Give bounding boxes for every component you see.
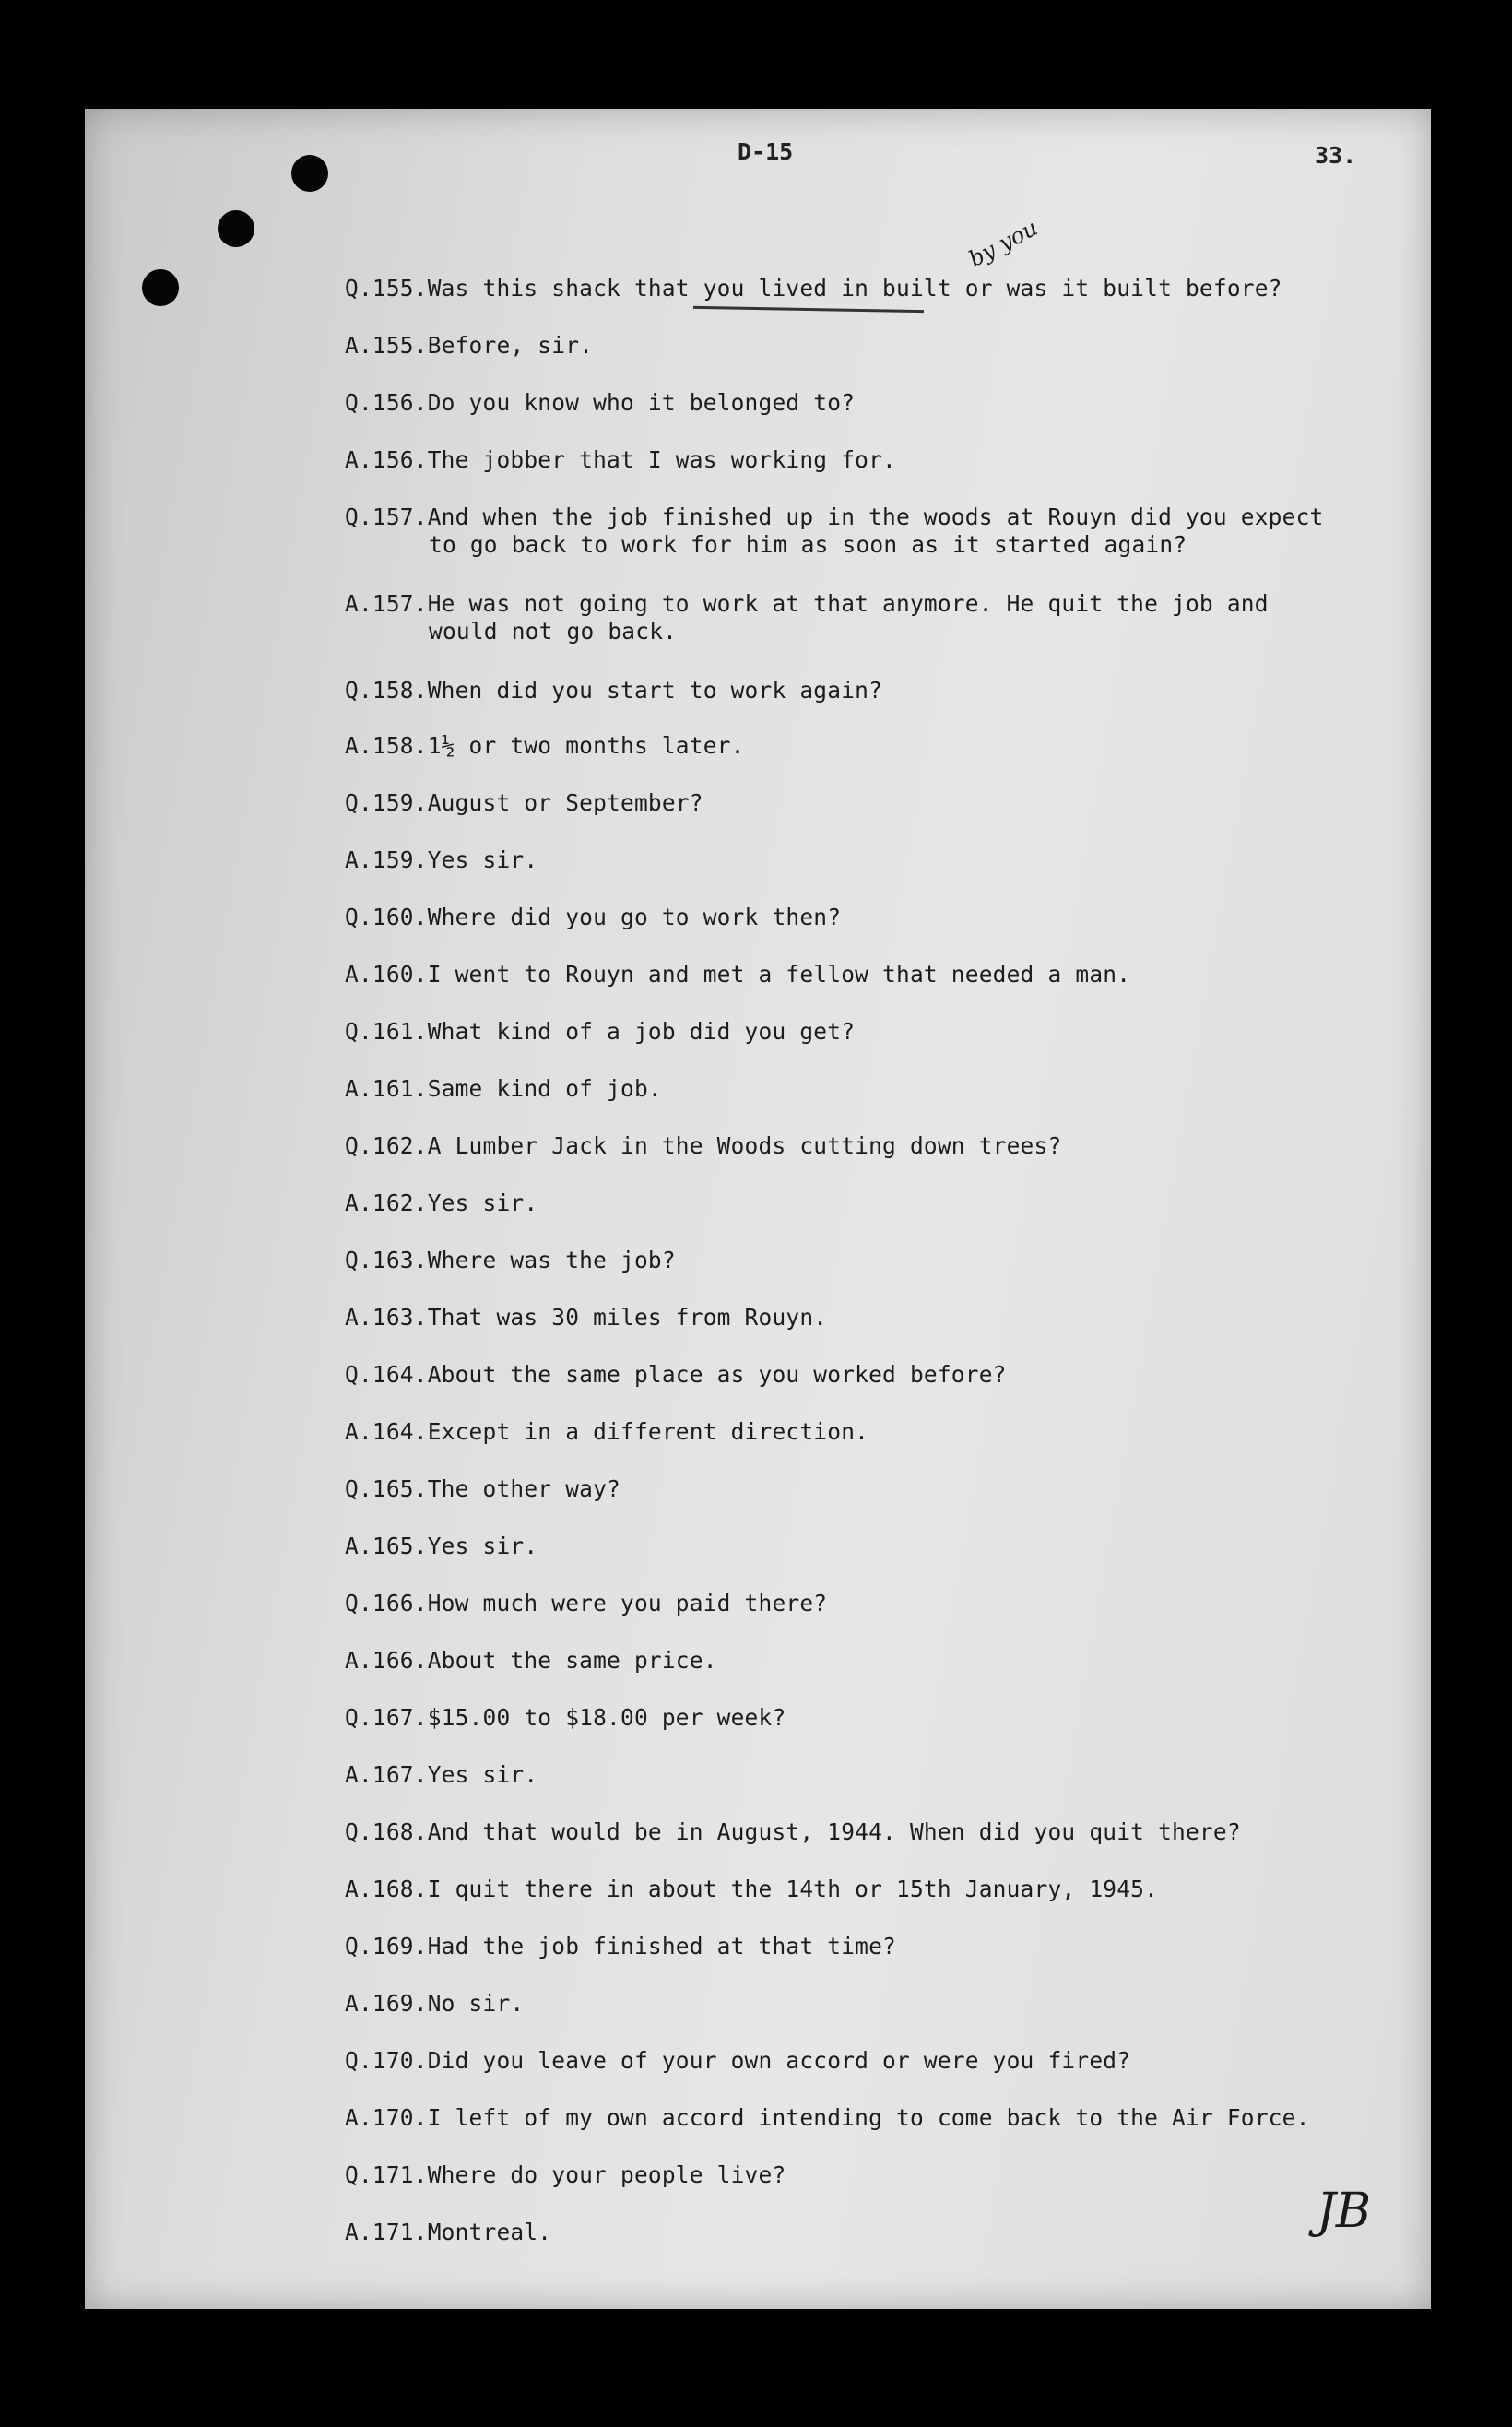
transcript-line: [345, 1704, 786, 1732]
line-text: A.162.Yes sir.: [345, 1190, 538, 1216]
transcript-line: [345, 1075, 662, 1103]
transcript-line: [345, 1876, 1158, 1903]
line-text: Q.164.About the same place as you worked before?: [345, 1361, 1007, 1388]
line-text: A.158.1½ or two months later.: [345, 732, 745, 759]
transcript-line: [345, 961, 1130, 989]
line-text: A.167.Yes sir.: [345, 1761, 538, 1788]
line-text: Q.163.Where was the job?: [345, 1247, 676, 1273]
line-text: A.166.About the same price.: [345, 1647, 717, 1674]
line-text: Q.158.When did you start to work again?: [345, 677, 883, 704]
line-text: A.169.No sir.: [345, 1990, 525, 2017]
line-text: A.157.He was not going to work at that anymore. He quit the job and: [345, 590, 1269, 617]
line-text: Q.166.How much were you paid there?: [345, 1590, 828, 1616]
line-continuation: would not go back.: [429, 618, 678, 645]
transcript-line: [345, 1418, 868, 1446]
punch-hole: [218, 210, 254, 247]
line-text: A.164.Except in a different direction.: [345, 1418, 869, 1445]
line-text: Q.162.A Lumber Jack in the Woods cutting down trees?: [345, 1132, 1062, 1159]
line-text: A.159.Yes sir.: [345, 846, 538, 873]
transcript-line: [345, 1818, 1241, 1846]
transcript-line: [345, 1990, 524, 2018]
transcript-line: [345, 789, 703, 817]
document-code: D-15: [738, 138, 794, 165]
transcript-line: [345, 2104, 1310, 2132]
transcript-line: [345, 1018, 855, 1046]
line-text: Q.169.Had the job finished at that time?: [345, 1933, 897, 1959]
transcript-line: [345, 446, 896, 474]
line-text: A.160.I went to Rouyn and met a fellow that needed a man.: [345, 961, 1131, 988]
line-text: Q.168.And that would be in August, 1944. When did you quit there?: [345, 1818, 1241, 1845]
handwritten-initials: JB: [1317, 2184, 1372, 2239]
line-text: A.155.Before, sir.: [345, 332, 594, 359]
page-number: 33.: [1315, 142, 1357, 169]
transcript-line: [345, 590, 1269, 645]
transcript-line: [345, 332, 593, 360]
line-text: Q.157.And when the job finished up in the woods at Rouyn did you expect: [345, 503, 1324, 530]
line-text: Q.161.What kind of a job did you get?: [345, 1018, 856, 1045]
transcript-line: [345, 1247, 676, 1274]
transcript-line: [345, 1590, 827, 1617]
transcript-line: [345, 1647, 717, 1675]
line-text: A.163.That was 30 miles from Rouyn.: [345, 1304, 828, 1331]
line-text: Q.165.The other way?: [345, 1475, 621, 1502]
transcript-line: [345, 1533, 537, 1560]
transcript-line: [345, 1933, 896, 1960]
line-text: Q.159.August or September?: [345, 789, 703, 816]
line-text: Q.155.Was this shack that you lived in built or was it built before?: [345, 275, 1282, 302]
line-text: Q.167.$15.00 to $18.00 per week?: [345, 1704, 786, 1731]
punch-hole: [291, 155, 328, 192]
transcript-line: [345, 904, 841, 931]
line-text: A.170.I left of my own accord intending to come back to the Air Force.: [345, 2104, 1310, 2131]
line-text: Q.171.Where do your people live?: [345, 2161, 786, 2188]
document-page: [85, 109, 1431, 2309]
transcript-line: [345, 1475, 620, 1503]
transcript-line: [345, 1361, 1007, 1389]
transcript-line: [345, 1761, 537, 1789]
line-text: Q.156.Do you know who it belonged to?: [345, 389, 856, 416]
line-text: Q.160.Where did you go to work then?: [345, 904, 842, 930]
transcript-line: [345, 732, 745, 760]
line-text: Q.170.Did you leave of your own accord or were you fired?: [345, 2047, 1131, 2074]
transcript-line: [345, 2219, 551, 2246]
transcript-line: [345, 846, 537, 874]
transcript-line: [345, 389, 855, 417]
transcript-line: [345, 1304, 827, 1332]
handwritten-insert: by you: [964, 214, 1042, 273]
transcript-line: [345, 677, 882, 704]
line-text: A.156.The jobber that I was working for.: [345, 446, 897, 473]
line-text: A.165.Yes sir.: [345, 1533, 538, 1559]
transcript-line: [345, 2047, 1130, 2075]
transcript-line: [345, 503, 1323, 559]
line-text: A.171.Montreal.: [345, 2219, 552, 2245]
punch-hole: [142, 269, 179, 306]
line-text: A.168.I quit there in about the 14th or 15th January, 1945.: [345, 1876, 1159, 1902]
line-continuation: to go back to work for him as soon as it started again?: [429, 531, 1187, 558]
transcript-line: [345, 275, 1282, 302]
transcript-line: [345, 1190, 537, 1217]
transcript-line: [345, 2161, 786, 2189]
line-text: A.161.Same kind of job.: [345, 1075, 662, 1102]
transcript-line: [345, 1132, 1061, 1160]
